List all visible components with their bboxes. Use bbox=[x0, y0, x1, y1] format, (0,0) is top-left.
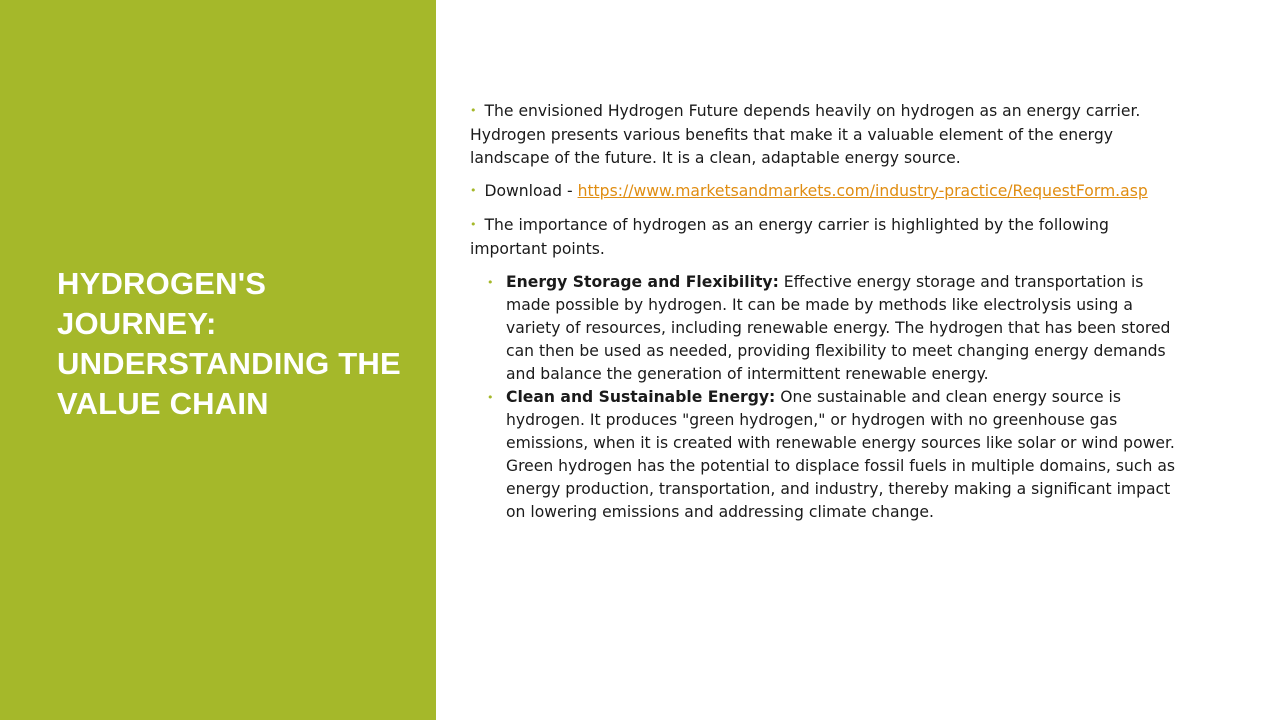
bullet-icon: • bbox=[470, 218, 477, 231]
bullet-icon: • bbox=[487, 391, 494, 404]
title-panel bbox=[0, 0, 436, 720]
paragraph-intro bbox=[470, 100, 1182, 170]
list-item bbox=[487, 386, 1182, 524]
paragraph-download bbox=[470, 180, 1182, 204]
list-item-text: One sustainable and clean energy source is hydrogen. It produces "green hydrogen," or hydrogen with no greenhouse gas emissions, when it is created with renewable energy sources like solar or wind power. Green hydrogen has the potential to displace fossil fuels in multiple domains, such as energy production, transportation, and industry, thereby making a significant impact on lowering emissions and addressing climate change. bbox=[506, 388, 1176, 521]
slide-title: HYDROGEN'S JOURNEY: UNDERSTANDING THE VALUE CHAIN bbox=[57, 266, 401, 421]
paragraph-text: The envisioned Hydrogen Future depends heavily on hydrogen as an energy carrier. Hydrogen presents various benefits that make it a valuable element of the energy landscape of the future. It is a clean, adaptable energy source. bbox=[470, 102, 1141, 167]
paragraph-text: The importance of hydrogen as an energy carrier is highlighted by the following important points. bbox=[470, 216, 1109, 258]
paragraph-importance bbox=[470, 214, 1182, 261]
list-item-text: Effective energy storage and transportation is made possible by hydrogen. It can be made by methods like electrolysis using a variety of resources, including renewable energy. The hydrogen that has been stored can then be used as needed, providing flexibility to meet changing energy demands and balance the generation of intermittent renewable energy. bbox=[506, 273, 1171, 383]
download-prefix: Download - bbox=[484, 182, 578, 200]
bullet-icon: • bbox=[487, 276, 494, 289]
list-item bbox=[487, 271, 1182, 386]
content-area bbox=[470, 100, 1182, 524]
key-points-list bbox=[470, 271, 1182, 524]
download-link[interactable]: https://www.marketsandmarkets.com/industry-practice/RequestForm.asp bbox=[577, 182, 1148, 200]
list-item-heading: Energy Storage and Flexibility: bbox=[506, 273, 779, 291]
bullet-icon: • bbox=[470, 104, 477, 117]
list-item-heading: Clean and Sustainable Energy: bbox=[506, 388, 776, 406]
bullet-icon: • bbox=[470, 184, 477, 197]
